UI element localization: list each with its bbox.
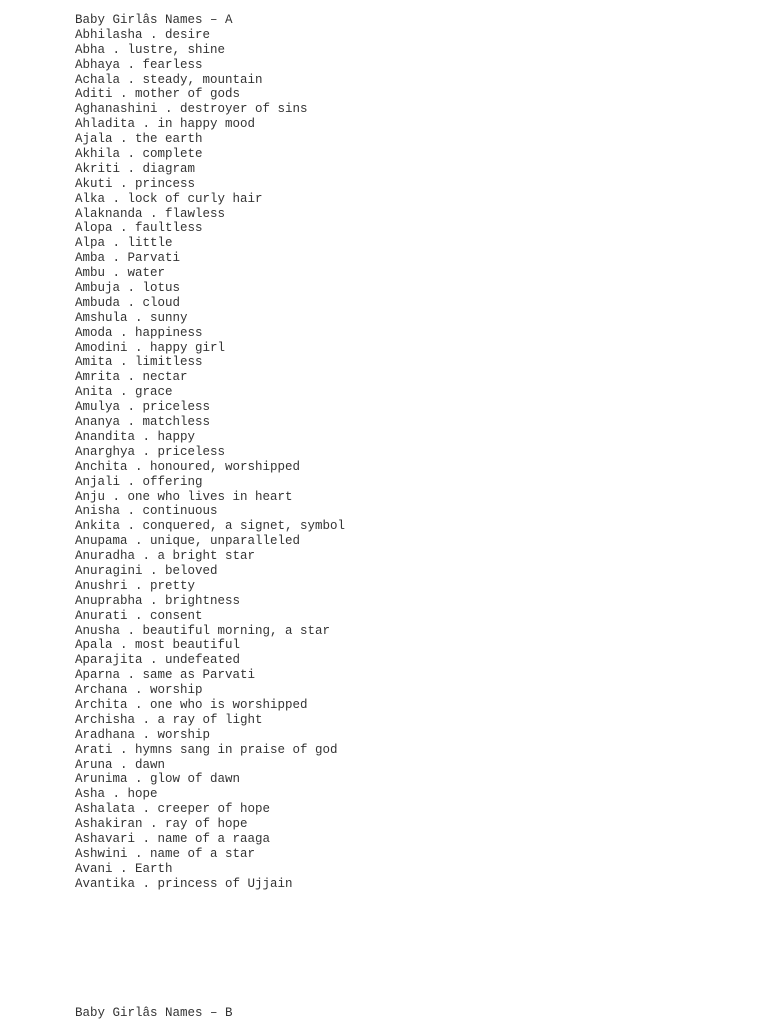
list-item: Archisha . a ray of light bbox=[75, 712, 263, 727]
list-item: Anita . grace bbox=[75, 385, 173, 400]
list-item: Amoda . happiness bbox=[75, 325, 203, 340]
list-item: Anju . one who lives in heart bbox=[75, 489, 293, 504]
list-item: Anupama . unique, unparalleled bbox=[75, 534, 301, 549]
list-item: Amba . Parvati bbox=[75, 251, 181, 266]
section-title-a: Baby Girlâs Names – A bbox=[75, 13, 233, 27]
list-item: Ambu . water bbox=[75, 266, 166, 281]
list-item: Aparajita . undefeated bbox=[75, 653, 241, 668]
list-item: Archita . one who is worshipped bbox=[75, 697, 308, 712]
list-item: Amshula . sunny bbox=[75, 310, 188, 325]
list-item: Amrita . nectar bbox=[75, 370, 188, 385]
list-item: Arati . hymns sang in praise of god bbox=[75, 742, 338, 757]
list-item: Arunima . glow of dawn bbox=[75, 772, 241, 787]
list-item: Abhaya . fearless bbox=[75, 57, 203, 72]
list-item: Archana . worship bbox=[75, 683, 203, 698]
list-item: Anurati . consent bbox=[75, 608, 203, 623]
list-item: Anchita . honoured, worshipped bbox=[75, 459, 301, 474]
names-list bbox=[75, 28, 755, 892]
list-item: Ashakiran . ray of hope bbox=[75, 817, 248, 832]
list-item: Ajala . the earth bbox=[75, 132, 203, 147]
list-item: Alaknanda . flawless bbox=[75, 206, 226, 221]
list-item: Ambuda . cloud bbox=[75, 295, 181, 310]
list-item: Alka . lock of curly hair bbox=[75, 191, 263, 206]
list-item: Aradhana . worship bbox=[75, 727, 211, 742]
list-item: Ashwini . name of a star bbox=[75, 846, 256, 861]
list-item: Alopa . faultless bbox=[75, 221, 203, 236]
list-item: Aruna . dawn bbox=[75, 757, 166, 772]
list-item: Aghanashini . destroyer of sins bbox=[75, 102, 308, 117]
list-item: Anushri . pretty bbox=[75, 578, 196, 593]
list-item: Akhila . complete bbox=[75, 147, 203, 162]
list-item: Amulya . priceless bbox=[75, 400, 211, 415]
list-item: Ashalata . creeper of hope bbox=[75, 802, 271, 817]
list-item: Aditi . mother of gods bbox=[75, 87, 241, 102]
list-item: Alpa . little bbox=[75, 236, 173, 251]
list-item: Ambuja . lotus bbox=[75, 281, 181, 296]
list-item: Anisha . continuous bbox=[75, 504, 218, 519]
names-list-page bbox=[75, 13, 755, 892]
list-item: Anuragini . beloved bbox=[75, 563, 218, 578]
list-item: Anandita . happy bbox=[75, 429, 196, 444]
list-item: Amodini . happy girl bbox=[75, 340, 226, 355]
list-item: Abhilasha . desire bbox=[75, 27, 211, 42]
list-item: Ashavari . name of a raaga bbox=[75, 831, 271, 846]
list-item: Anuradha . a bright star bbox=[75, 549, 256, 564]
list-item: Anjali . offering bbox=[75, 474, 203, 489]
list-item: Amita . limitless bbox=[75, 355, 203, 370]
list-item: Asha . hope bbox=[75, 787, 158, 802]
section-title-b: Baby Girlâs Names – B bbox=[75, 1006, 233, 1020]
list-item: Ananya . matchless bbox=[75, 415, 211, 430]
list-item: Abha . lustre, shine bbox=[75, 42, 226, 57]
list-item: Anusha . beautiful morning, a star bbox=[75, 623, 331, 638]
list-item: Ankita . conquered, a signet, symbol bbox=[75, 519, 346, 534]
list-item: Ahladita . in happy mood bbox=[75, 117, 256, 132]
list-item: Achala . steady, mountain bbox=[75, 72, 263, 87]
list-item: Aparna . same as Parvati bbox=[75, 668, 256, 683]
list-item: Apala . most beautiful bbox=[75, 638, 241, 653]
list-item: Akuti . princess bbox=[75, 176, 196, 191]
list-item: Avani . Earth bbox=[75, 861, 173, 876]
list-item: Avantika . princess of Ujjain bbox=[75, 876, 293, 891]
list-item: Anuprabha . brightness bbox=[75, 593, 241, 608]
list-item: Anarghya . priceless bbox=[75, 444, 226, 459]
list-item: Akriti . diagram bbox=[75, 161, 196, 176]
